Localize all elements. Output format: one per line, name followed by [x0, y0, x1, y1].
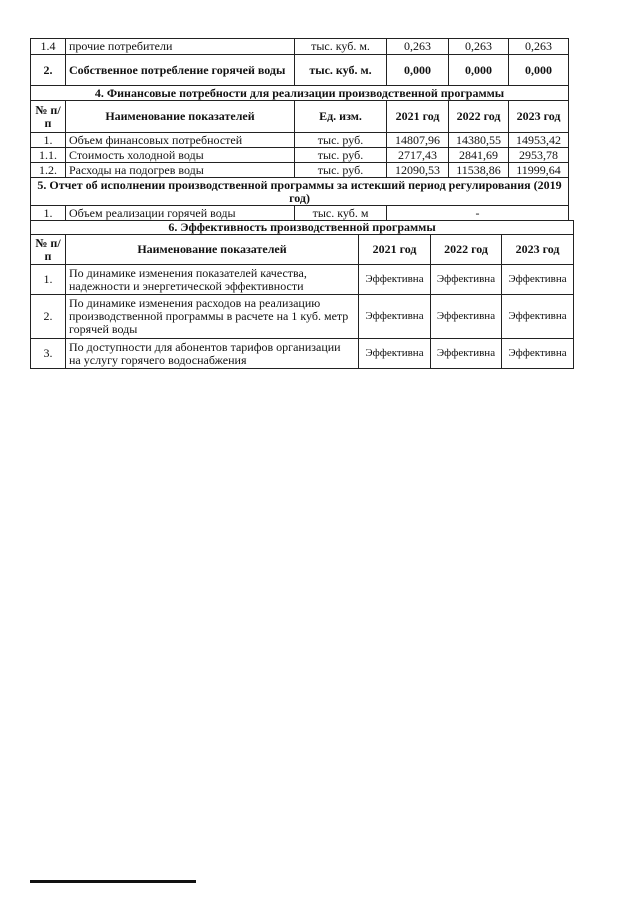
section-heading-row	[31, 178, 569, 206]
table-row	[31, 55, 569, 86]
value-2021: Эффективна	[359, 265, 431, 295]
section-4-title: 4. Финансовые потребности для реализации производственной программы	[31, 86, 569, 101]
row-num: 2.	[31, 295, 66, 339]
value-2021: Эффективна	[359, 295, 431, 339]
footer-divider	[30, 880, 196, 883]
header-2021: 2021 год	[359, 235, 431, 265]
table-header-row	[31, 235, 574, 265]
row-name: Расходы на подогрев воды	[66, 163, 295, 178]
row-unit: тыс. руб.	[295, 163, 387, 178]
row-name: Собственное потребление горячей воды	[66, 55, 295, 86]
header-unit: Ед. изм.	[295, 101, 387, 133]
row-unit: тыс. куб. м	[295, 206, 387, 221]
row-num: 1.1.	[31, 148, 66, 163]
value-2021: 2717,43	[387, 148, 449, 163]
row-name: Объем реализации горячей воды	[66, 206, 295, 221]
value-2023: 14953,42	[509, 133, 569, 148]
section-heading-row	[31, 221, 574, 235]
value-2023: Эффективна	[502, 295, 574, 339]
table-row	[31, 148, 569, 163]
row-unit: тыс. куб. м.	[295, 39, 387, 55]
value-2023: 2953,78	[509, 148, 569, 163]
value-2023: 11999,64	[509, 163, 569, 178]
section-heading-row	[31, 86, 569, 101]
row-name: прочие потребители	[66, 39, 295, 55]
value-2022: 0,000	[449, 55, 509, 86]
row-unit: тыс. куб. м.	[295, 55, 387, 86]
row-name: Объем финансовых потребностей	[66, 133, 295, 148]
row-num: 1.4	[31, 39, 66, 55]
header-2022: 2022 год	[431, 235, 502, 265]
production-program-table-upper	[30, 38, 569, 221]
header-2023: 2023 год	[502, 235, 574, 265]
value-2022: Эффективна	[431, 295, 502, 339]
value-2022: Эффективна	[431, 339, 502, 369]
header-2021: 2021 год	[387, 101, 449, 133]
table-row	[31, 133, 569, 148]
row-num: 1.	[31, 206, 66, 221]
row-num: 3.	[31, 339, 66, 369]
table-header-row	[31, 101, 569, 133]
report-value: -	[387, 206, 569, 221]
row-name: По динамике изменения расходов на реализацию производственной программы в расчете на 1 куб. метр горячей воды	[66, 295, 359, 339]
row-unit: тыс. руб.	[295, 148, 387, 163]
value-2023: Эффективна	[502, 265, 574, 295]
value-2021: 12090,53	[387, 163, 449, 178]
value-2023: Эффективна	[502, 339, 574, 369]
value-2021: 0,000	[387, 55, 449, 86]
value-2021: 0,263	[387, 39, 449, 55]
row-num: 1.	[31, 133, 66, 148]
header-num: № п/п	[31, 101, 66, 133]
row-name: Стоимость холодной воды	[66, 148, 295, 163]
table-row	[31, 265, 574, 295]
production-program-table-lower	[30, 220, 574, 369]
value-2022: 0,263	[449, 39, 509, 55]
row-unit: тыс. руб.	[295, 133, 387, 148]
table-row	[31, 163, 569, 178]
header-2022: 2022 год	[449, 101, 509, 133]
value-2022: 11538,86	[449, 163, 509, 178]
value-2022: 14380,55	[449, 133, 509, 148]
row-name: По динамике изменения показателей качества, надежности и энергетической эффективности	[66, 265, 359, 295]
row-name: По доступности для абонентов тарифов организации на услугу горячего водоснабжения	[66, 339, 359, 369]
header-name: Наименование показателей	[66, 235, 359, 265]
header-num: № п/п	[31, 235, 66, 265]
row-num: 1.2.	[31, 163, 66, 178]
section-6-title: 6. Эффективность производственной программы	[31, 221, 574, 235]
value-2021: 14807,96	[387, 133, 449, 148]
header-2023: 2023 год	[509, 101, 569, 133]
row-num: 2.	[31, 55, 66, 86]
table-row	[31, 295, 574, 339]
value-2021: Эффективна	[359, 339, 431, 369]
table-row	[31, 39, 569, 55]
table-row	[31, 206, 569, 221]
value-2022: 2841,69	[449, 148, 509, 163]
value-2023: 0,263	[509, 39, 569, 55]
value-2022: Эффективна	[431, 265, 502, 295]
row-num: 1.	[31, 265, 66, 295]
header-name: Наименование показателей	[66, 101, 295, 133]
value-2023: 0,000	[509, 55, 569, 86]
section-5-title: 5. Отчет об исполнении производственной программы за истекший период регулирования (2019 год)	[31, 178, 569, 206]
table-row	[31, 339, 574, 369]
